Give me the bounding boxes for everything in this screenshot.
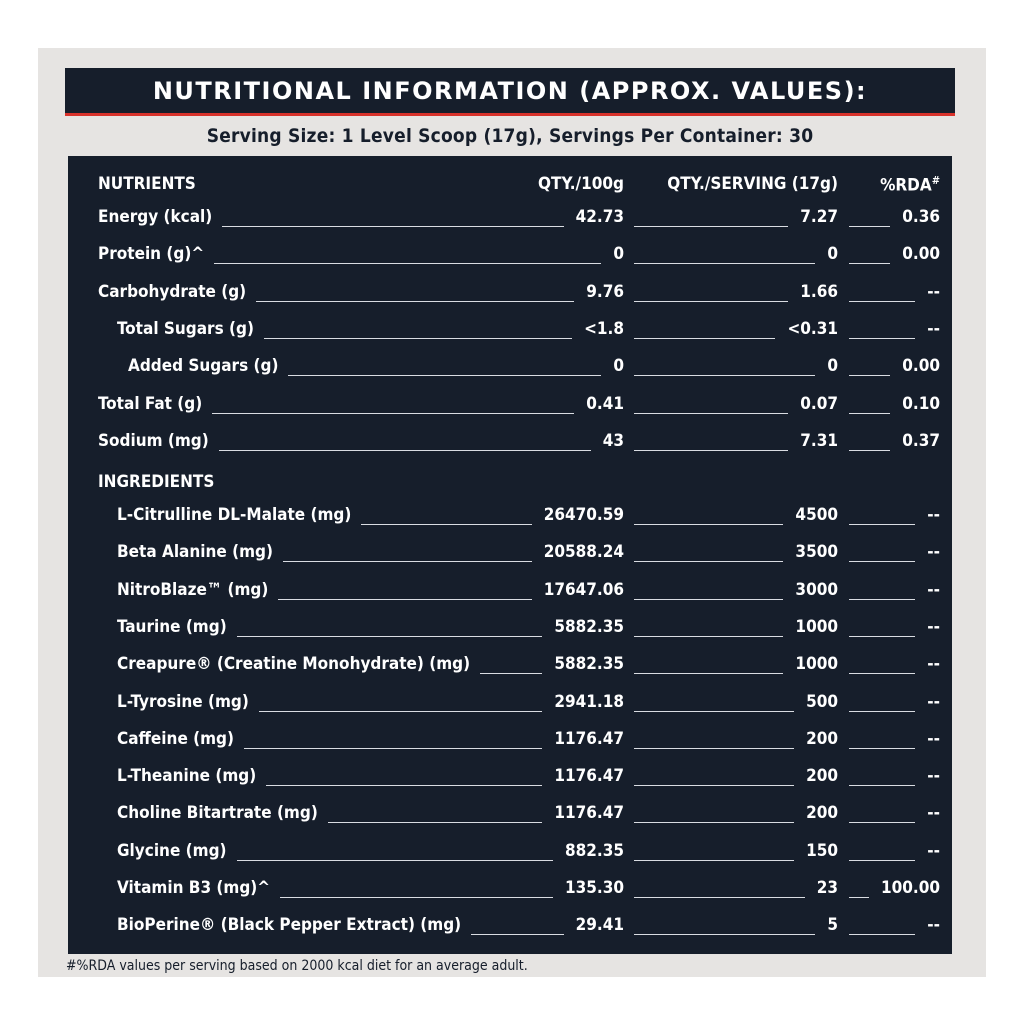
rda-value: -- — [927, 766, 940, 787]
table-row — [68, 758, 952, 795]
qty-per-serving: 5 — [827, 915, 838, 936]
row-label: L-Citrulline DL-Malate (mg) — [117, 505, 352, 525]
leader-line — [634, 711, 794, 712]
header-qty-serving: QTY./SERVING (17g) — [667, 174, 838, 194]
table-row — [68, 907, 952, 944]
title-bar — [65, 68, 955, 114]
row-label: Choline Bitartrate (mg) — [117, 803, 318, 824]
leader-line — [278, 599, 531, 600]
table-row — [68, 609, 952, 646]
rda-value: -- — [927, 728, 940, 749]
leader-line — [634, 375, 815, 376]
qty-per-100g: 0.41 — [586, 393, 624, 414]
leader-line — [244, 748, 542, 749]
leader-line — [849, 561, 915, 562]
leader-line — [266, 785, 542, 786]
leader-line — [634, 673, 783, 674]
qty-per-100g: 42.73 — [575, 207, 624, 227]
ingredients-header-row — [68, 460, 952, 497]
leader-line — [849, 413, 890, 414]
row-label: Caffeine (mg) — [117, 728, 234, 749]
table-row — [68, 311, 952, 348]
leader-line — [219, 450, 591, 451]
qty-per-100g: 20588.24 — [543, 542, 624, 563]
leader-line — [634, 226, 788, 227]
qty-per-100g: 1176.47 — [554, 766, 624, 787]
table-row — [68, 684, 952, 721]
leader-line — [849, 599, 915, 600]
qty-per-100g: 1176.47 — [554, 803, 624, 824]
qty-per-100g: <1.8 — [584, 318, 624, 339]
row-label: L-Theanine (mg) — [117, 766, 257, 787]
rda-value: -- — [927, 616, 940, 637]
qty-per-100g: 29.41 — [575, 915, 624, 936]
leader-line — [283, 561, 532, 562]
qty-per-serving: 200 — [806, 803, 838, 824]
row-label: Vitamin B3 (mg)^ — [117, 878, 271, 898]
leader-line — [849, 673, 915, 674]
leader-line — [849, 860, 915, 861]
rda-value: 0.00 — [902, 244, 940, 265]
qty-per-serving: 0.07 — [800, 393, 838, 414]
row-label: NitroBlaze™ (mg) — [117, 579, 269, 600]
table-row — [68, 572, 952, 609]
leader-line — [480, 673, 542, 674]
qty-per-100g: 9.76 — [586, 281, 624, 302]
qty-per-100g: 882.35 — [564, 840, 624, 861]
leader-line — [634, 524, 783, 525]
rda-footnote: #%RDA values per serving based on 2000 kcal diet for an average adult. — [66, 958, 528, 974]
leader-line — [634, 748, 794, 749]
rda-value: -- — [927, 579, 940, 600]
leader-line — [634, 897, 805, 898]
table-row — [68, 721, 952, 758]
rda-value: -- — [927, 803, 940, 824]
rda-value: -- — [927, 281, 940, 302]
header-qty-100g: QTY./100g — [538, 174, 624, 194]
leader-line — [849, 226, 890, 227]
table-row — [68, 646, 952, 683]
table-row — [68, 236, 952, 273]
table-row — [68, 386, 952, 423]
leader-line — [361, 524, 531, 525]
leader-line — [237, 860, 553, 861]
leader-line — [237, 636, 543, 637]
qty-per-serving: 23 — [816, 878, 838, 898]
leader-line — [634, 934, 815, 935]
leader-line — [634, 636, 783, 637]
qty-per-serving: 150 — [806, 840, 838, 861]
leader-line — [849, 263, 890, 264]
leader-line — [634, 561, 783, 562]
qty-per-serving: 500 — [806, 691, 838, 712]
header-rda-mark: # — [931, 174, 940, 187]
qty-per-100g: 0 — [613, 244, 624, 265]
rda-value: 0.00 — [902, 356, 940, 377]
leader-line — [849, 375, 890, 376]
table-row — [68, 497, 952, 534]
leader-line — [280, 897, 553, 898]
leader-line — [222, 226, 563, 227]
row-label: Creapure® (Creatine Monohydrate) (mg) — [117, 654, 471, 675]
row-label: Carbohydrate (g) — [98, 281, 247, 302]
leader-line — [849, 301, 915, 302]
row-label: Beta Alanine (mg) — [117, 542, 273, 563]
table-row — [68, 199, 952, 236]
qty-per-100g: 5882.35 — [554, 654, 624, 675]
leader-line — [634, 785, 794, 786]
qty-per-serving: 3500 — [795, 542, 838, 563]
table-row — [68, 348, 952, 385]
row-label: Energy (kcal) — [98, 207, 213, 227]
qty-per-serving: 7.31 — [800, 430, 838, 451]
qty-per-100g: 2941.18 — [554, 691, 624, 712]
leader-line — [849, 338, 915, 339]
row-label: Total Fat (g) — [98, 393, 203, 414]
leader-line — [634, 413, 788, 414]
nutrition-table — [68, 156, 952, 954]
header-rda-text: %RDA — [880, 175, 932, 196]
table-header-row — [68, 162, 952, 199]
table-row — [68, 534, 952, 571]
leader-line — [849, 897, 869, 898]
rda-value: -- — [927, 691, 940, 712]
rda-value: -- — [927, 915, 940, 936]
qty-per-serving: 0 — [827, 356, 838, 377]
leader-line — [634, 263, 815, 264]
leader-line — [849, 524, 915, 525]
leader-line — [214, 263, 601, 264]
leader-line — [634, 301, 788, 302]
leader-line — [264, 338, 572, 339]
row-label: L-Tyrosine (mg) — [117, 691, 249, 712]
qty-per-serving: 0 — [827, 244, 838, 265]
leader-line — [849, 450, 890, 451]
rda-value: 100.00 — [880, 878, 940, 898]
leader-line — [288, 375, 601, 376]
page-title: NUTRITIONAL INFORMATION (APPROX. VALUES): — [152, 77, 868, 105]
rda-value: -- — [927, 840, 940, 861]
qty-per-100g: 5882.35 — [554, 616, 624, 637]
rda-value: -- — [927, 654, 940, 675]
rda-value: -- — [927, 542, 940, 563]
leader-line — [849, 636, 915, 637]
rda-value: 0.36 — [902, 207, 940, 227]
leader-line — [328, 822, 543, 823]
qty-per-serving: 200 — [806, 766, 838, 787]
table-row — [68, 795, 952, 832]
table-row — [68, 274, 952, 311]
leader-line — [849, 711, 915, 712]
rda-value: -- — [927, 505, 940, 525]
qty-per-serving: 1.66 — [800, 281, 838, 302]
leader-line — [256, 301, 574, 302]
leader-line — [849, 822, 915, 823]
qty-per-100g: 135.30 — [564, 878, 624, 898]
qty-per-100g: 43 — [602, 430, 624, 451]
leader-line — [849, 748, 915, 749]
rda-value: 0.37 — [902, 430, 940, 451]
qty-per-serving: <0.31 — [787, 318, 838, 339]
qty-per-serving: 1000 — [795, 654, 838, 675]
leader-line — [634, 599, 783, 600]
header-rda — [880, 174, 940, 196]
table-row — [68, 833, 952, 870]
qty-per-100g: 26470.59 — [543, 505, 624, 525]
header-nutrients: NUTRIENTS — [98, 174, 196, 194]
row-label: Total Sugars (g) — [117, 318, 254, 339]
qty-per-serving: 7.27 — [800, 207, 838, 227]
qty-per-serving: 3000 — [795, 579, 838, 600]
ingredients-header: INGREDIENTS — [98, 472, 215, 492]
row-label: Added Sugars (g) — [128, 356, 279, 377]
leader-line — [634, 450, 788, 451]
leader-line — [849, 934, 915, 935]
leader-line — [634, 860, 794, 861]
leader-line — [634, 822, 794, 823]
leader-line — [259, 711, 542, 712]
table-row — [68, 423, 952, 460]
qty-per-serving: 1000 — [795, 616, 838, 637]
rda-value: -- — [927, 318, 940, 339]
leader-line — [471, 934, 563, 935]
qty-per-100g: 1176.47 — [554, 728, 624, 749]
qty-per-100g: 0 — [613, 356, 624, 377]
qty-per-serving: 200 — [806, 728, 838, 749]
row-label: Glycine (mg) — [117, 840, 227, 861]
leader-line — [634, 338, 775, 339]
table-row — [68, 870, 952, 907]
serving-info: Serving Size: 1 Level Scoop (17g), Servings Per Container: 30 — [206, 125, 814, 147]
qty-per-100g: 17647.06 — [543, 579, 624, 600]
leader-line — [849, 785, 915, 786]
row-label: Protein (g)^ — [98, 244, 205, 265]
leader-line — [212, 413, 574, 414]
rda-value: 0.10 — [902, 393, 940, 414]
row-label: Sodium (mg) — [98, 430, 209, 451]
row-label: BioPerine® (Black Pepper Extract) (mg) — [117, 915, 462, 936]
row-label: Taurine (mg) — [117, 616, 227, 637]
qty-per-serving: 4500 — [795, 505, 838, 525]
